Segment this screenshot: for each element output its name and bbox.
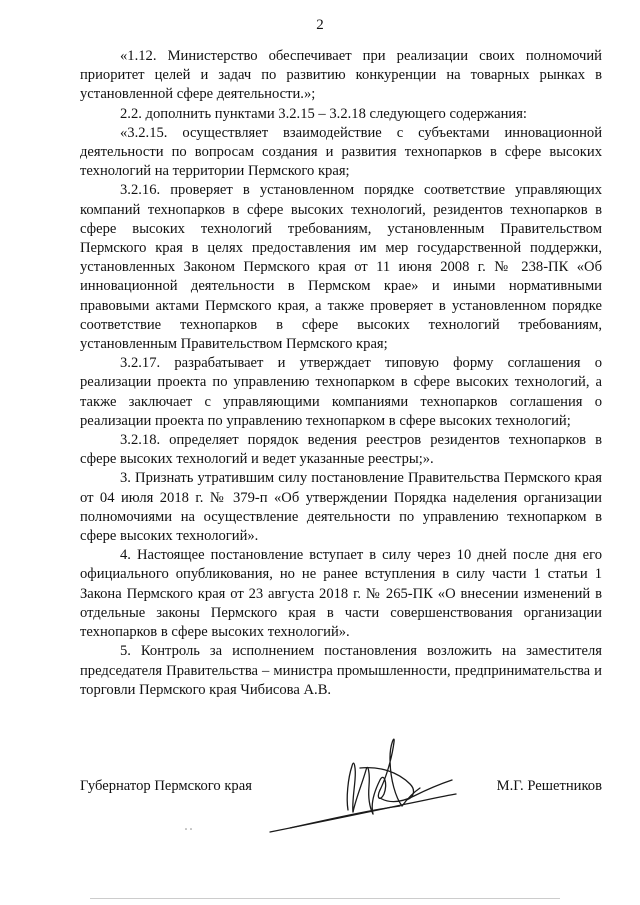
paragraph-3-2-15: «3.2.15. осуществляет взаимодействие с субъектами инновационной деятельности по вопросам создания и развития технопарков в сфере высоких технологий на территории Пермского края; — [80, 124, 602, 180]
page-number: 2 — [316, 17, 324, 33]
paragraph-3-2-17: 3.2.17. разрабатывает и утверждает типовую форму соглашения о реализации проекта по управлению технопарком в сфере высоких технологий, а также заключает с управляющими компаниями технопарков соглашения о реализации проекта по управлению технопарком в сфере высоких технологий; — [80, 355, 602, 429]
paragraph-1-12: «1.12. Министерство обеспечивает при реализации своих полномочий приоритет целей и задач по развитию конкуренции на товарных рынках в установленной сфере деятельности.»; — [80, 48, 602, 103]
paragraph-3: 3. Признать утратившим силу постановление Правительства Пермского края от 04 июля 2018 г. № 379-п «Об утверждении Порядка наделения организации полномочиями на осуществление деятельности по управлению технопарком в сфере высоких технологий». — [80, 470, 602, 545]
signatory-name: М.Г. Решетников — [496, 778, 602, 794]
signatory-position: Губернатор Пермского края — [80, 778, 252, 794]
signature-row — [80, 776, 602, 798]
dot-marks-icon — [184, 826, 194, 832]
paragraph-5: 5. Контроль за исполнением постановления возложить на заместителя председателя Правительства – министра промышленности, предпринимательства и торговли Пермского края Чибисова А.В. — [80, 643, 602, 698]
paragraph-3-2-16: 3.2.16. проверяет в установленном порядке соответствие управляющих компаний технопарков в сфере высоких технологий, резидентов технопарков в сфере высоких технологий требованиям, установленным Правительством Пермского края в целях предоставления им мер государственной поддержки, установленных Законом Пермского края от 11 июня 2008 г. № 238-ПК «Об инновационной деятельности в Пермском крае» и иными нормативными правовыми актами Пермского края, а также проверяет в установленном порядке соответствие технопарков в сфере высоких технологий требованиям, установленным Правительством Пермского края; — [80, 182, 602, 353]
paragraph-4: 4. Настоящее постановление вступает в силу через 10 дней после дня его официального опубликования, но не ранее вступления в силу части 1 статьи 1 Закона Пермского края от 23 августа 2018 г. № 265-ПК «О внесении изменений в отдельные законы Пермского края в части совершенствования организации технопарков в сфере высоких технологий». — [80, 547, 602, 641]
page-bottom-edge — [90, 898, 560, 899]
paragraph-3-2-18: 3.2.18. определяет порядок ведения реестров резидентов технопарков в сфере высоких технологий и ведет указанные реестры;». — [80, 432, 602, 468]
document-body — [80, 47, 602, 700]
paragraph-2-2: 2.2. дополнить пунктами 3.2.15 – 3.2.18 следующего содержания: — [120, 105, 527, 122]
